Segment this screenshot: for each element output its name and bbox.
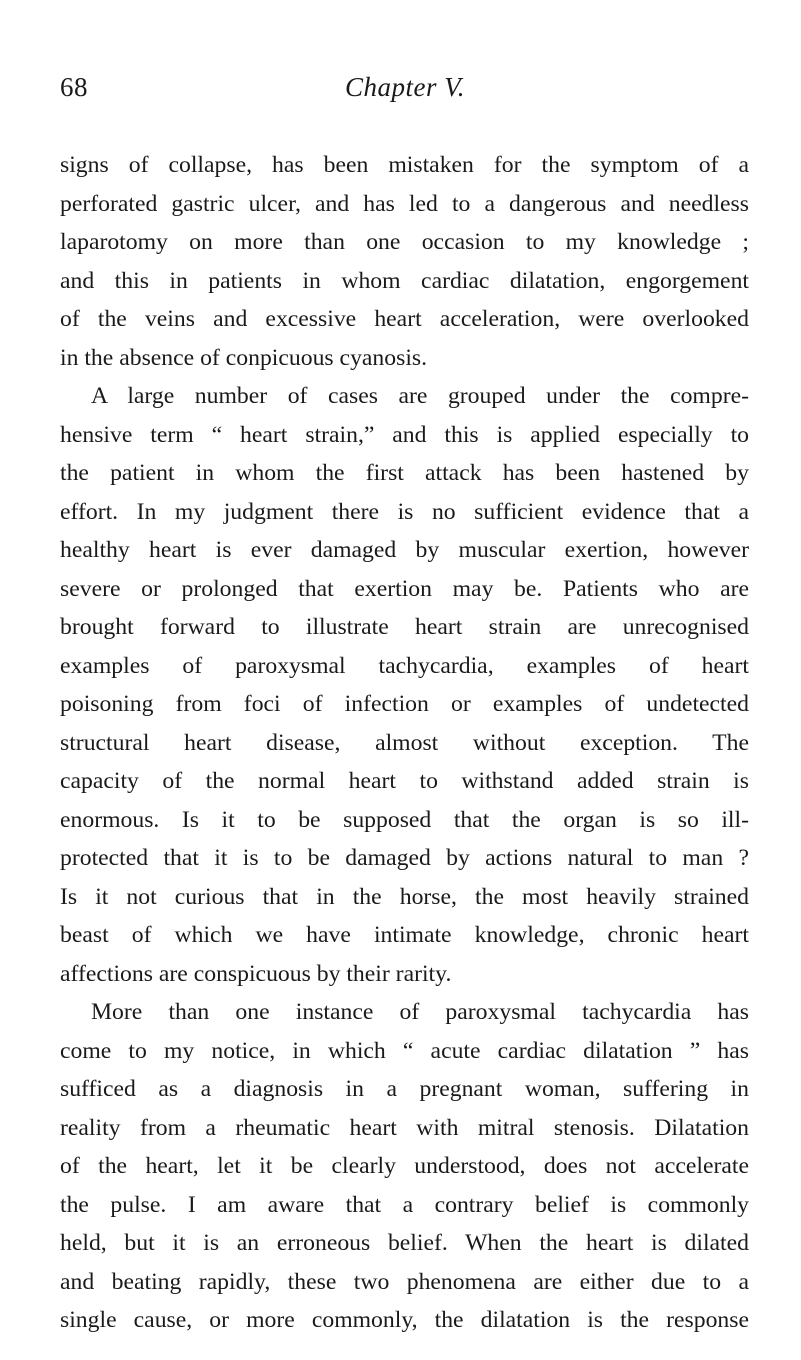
text-line: healthy heart is ever damaged by muscular exertion, however: [60, 537, 749, 563]
text-line: in the absence of conpicuous cyanosis.: [60, 344, 428, 371]
text-line: the patient in whom the first attack has been hastened by: [60, 460, 749, 486]
text-line: structural heart disease, almost without exception. The: [60, 729, 749, 756]
text-line: reality from a rheumatic heart with mitral stenosis. Dilatation: [60, 1114, 749, 1141]
paragraph-1: [60, 146, 749, 377]
text-line: effort. In my judgment there is no sufficient evidence that a: [60, 498, 749, 525]
body-text: [60, 146, 749, 1340]
paragraph-3: [60, 993, 749, 1340]
text-line: A large number of cases are grouped under the compre-: [91, 383, 749, 409]
text-line: the pulse. I am aware that a contrary belief is commonly: [60, 1191, 749, 1218]
text-line: signs of collapse, has been mistaken for the symptom of a: [60, 152, 749, 178]
text-line: hensive term “ heart strain,” and this is applied especially to: [60, 421, 749, 448]
text-line: affections are conspicuous by their rarity.: [60, 960, 452, 987]
text-line: single cause, or more commonly, the dilatation is the response: [60, 1307, 749, 1333]
text-line: laparotomy on more than one occasion to my knowledge ;: [60, 229, 749, 255]
text-line: severe or prolonged that exertion may be. Patients who are: [60, 575, 749, 602]
text-line: beast of which we have intimate knowledge, chronic heart: [60, 922, 749, 948]
text-line: examples of paroxysmal tachycardia, examples of heart: [60, 652, 749, 679]
paragraph-2: [60, 377, 749, 993]
text-line: and beating rapidly, these two phenomena are either due to a: [60, 1268, 749, 1295]
text-line: capacity of the normal heart to withstand added strain is: [60, 768, 749, 794]
text-line: More than one instance of paroxysmal tachycardia has: [91, 999, 749, 1025]
text-line: and this in patients in whom cardiac dilatation, engorgement: [60, 267, 749, 294]
running-head: [60, 72, 750, 112]
page-number: 68: [60, 72, 88, 102]
text-line: of the veins and excessive heart acceleration, were overlooked: [60, 306, 749, 332]
text-line: Is it not curious that in the horse, the most heavily strained: [60, 883, 749, 910]
text-line: perforated gastric ulcer, and has led to a dangerous and needless: [60, 190, 749, 217]
text-line: of the heart, let it be clearly understood, does not accelerate: [60, 1153, 749, 1179]
text-line: protected that it is to be damaged by actions natural to man ?: [60, 845, 749, 871]
text-line: enormous. Is it to be supposed that the organ is so ill-: [60, 806, 749, 833]
text-line: held, but it is an erroneous belief. When the heart is dilated: [60, 1230, 749, 1256]
text-line: sufficed as a diagnosis in a pregnant woman, suffering in: [60, 1076, 749, 1102]
chapter-title: Chapter V.: [344, 72, 465, 102]
text-line: poisoning from foci of infection or examples of undetected: [60, 691, 749, 717]
text-line: brought forward to illustrate heart strain are unrecognised: [60, 614, 749, 640]
text-line: come to my notice, in which “ acute cardiac dilatation ” has: [60, 1037, 749, 1064]
